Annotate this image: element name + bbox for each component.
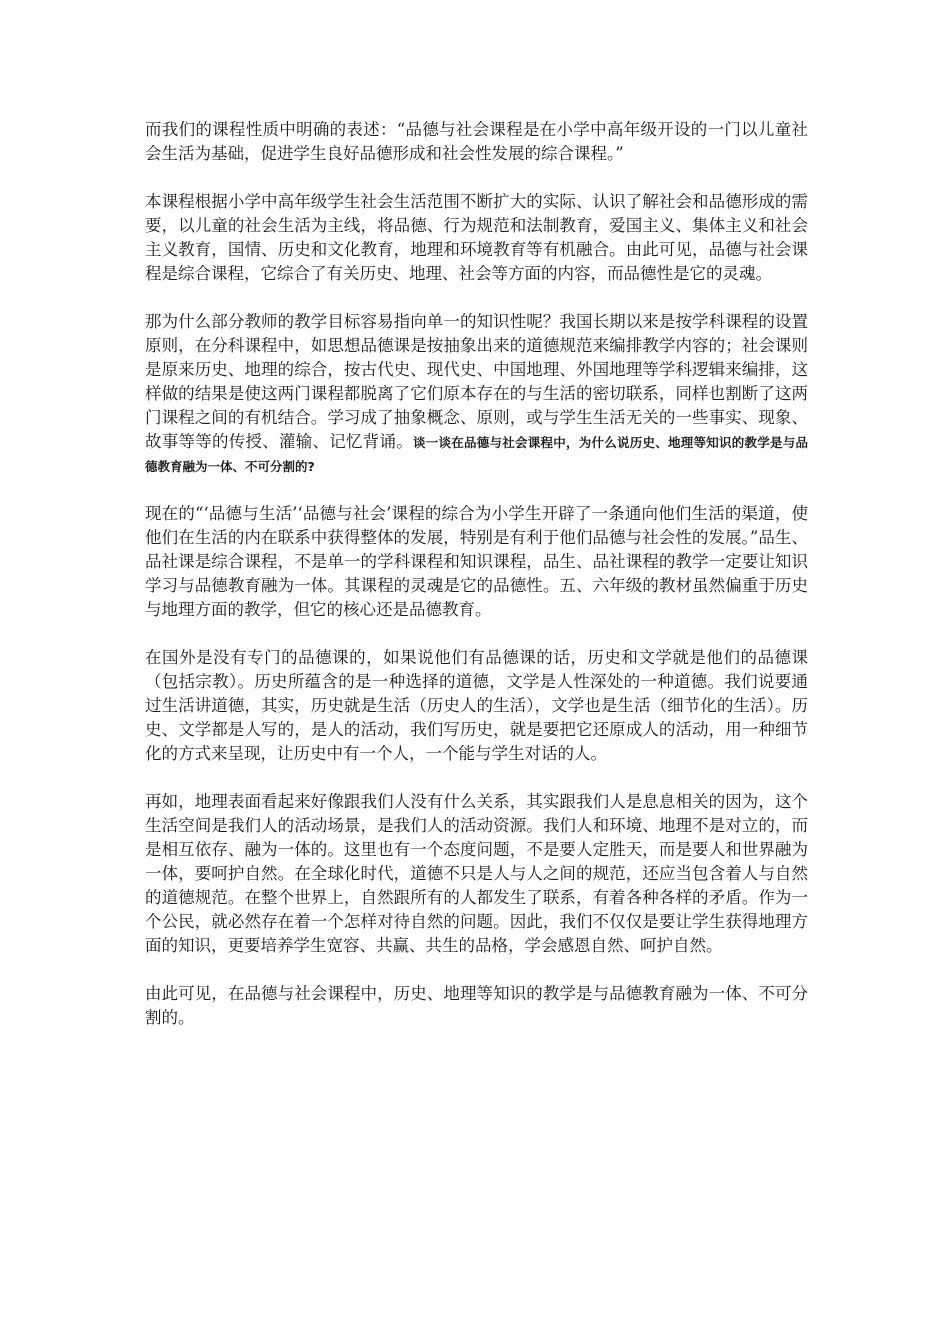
- paragraph-integrated-course: 现在的“‘品德与生活’‘品德与社会’课程的综合为小学生开辟了一条通向他们生活的渠道，使他们在生活的内在联系中获得整体的发展，特别是有利于他们品德与社会性的发展。”品生、品社课是综合课程，不是单一的学科课程和知识课程，品生、品社课程的教学一定要让知识学习与品德教育融为一体。其课程的灵魂是它的品德性。五、六年级的教材虽然偏重于历史与地理方面的教学，但它的核心还是品德教育。: [145, 504, 808, 619]
- paragraph-history-literature: 在国外是没有专门的品德课的，如果说他们有品德课的话，历史和文学就是他们的品德课（包括宗教）。历史所蕴含的是一种选择的道德，文学是人性深处的一种道德。我们说要通过生活讲道德，其实，历史就是生活（历史人的生活），文学也是生活（细节化的生活）。历史、文学都是人写的，是人的活动，我们写历史，就是要把它还原成人的活动，用一种细节化的方式来呈现，让历史中有一个人，一个能与学生对话的人。: [145, 648, 808, 763]
- paragraph-teaching-goals: [145, 310, 808, 478]
- paragraph-course-nature: 而我们的课程性质中明确的表述：“品德与社会课程是在小学中高年级开设的一门以儿童社会生活为基础，促进学生良好品德形成和社会性发展的综合课程。”: [145, 120, 808, 163]
- paragraph-geography: 再如，地理表面看起来好像跟我们人没有什么关系，其实跟我们人是息息相关的因为，这个生活空间是我们人的活动场景，是我们人的活动资源。我们人和环境、地理不是对立的，而是相互依存、融为一体的。这里也有一个态度问题，不是要人定胜天，而是要人和世界融为一体，要呵护自然。在全球化时代，道德不只是人与人之间的规范，还应当包含着人与自然的道德规范。在整个世界上，自然跟所有的人都发生了联系，有着各种各样的矛盾。作为一个公民，就必然存在着一个怎样对待自然的问题。因此，我们不仅仅是要让学生获得地理方面的知识，更要培养学生宽容、共赢、共生的品格，学会感恩自然、呵护自然。: [145, 792, 808, 955]
- paragraph-conclusion: 由此可见，在品德与社会课程中，历史、地理等知识的教学是与品德教育融为一体、不可分割的。: [145, 984, 808, 1027]
- paragraph-course-content: 本课程根据小学中高年级学生社会生活范围不断扩大的实际、认识了解社会和品德形成的需要，以儿童的社会生活为主线，将品德、行为规范和法制教育，爱国主义、集体主义和社会主义教育，国情、历史和文化教育，地理和环境教育等有机融合。由此可见，品德与社会课程是综合课程，它综合了有关历史、地理、社会等方面的内容，而品德性是它的灵魂。: [145, 192, 808, 283]
- paragraph-teaching-goals-text: 那为什么部分教师的教学目标容易指向单一的知识性呢？我国长期以来是按学科课程的设置原则，在分科课程中，如思想品德课是按抽象出来的道德规范来编排教学内容的；社会课则是原来历史、地理的综合，按古代史、现代史、中国地理、外国地理等学科逻辑来编排，这样做的结果是使这两门课程都脱离了它们原本存在的与生活的密切联系，同样也割断了这两门课程之间的有机结合。学习成了抽象概念、原则，或与学生生活无关的一些事实、现象、故事等等的传授、灌输、记忆背诵。: [145, 312, 808, 451]
- document-page: [145, 118, 808, 1030]
- discussion-question: 谈一谈在品德与社会课程中，为什么说历史、地理等知识的教学是与品德教育融为一体、不可分割的?: [145, 435, 808, 474]
